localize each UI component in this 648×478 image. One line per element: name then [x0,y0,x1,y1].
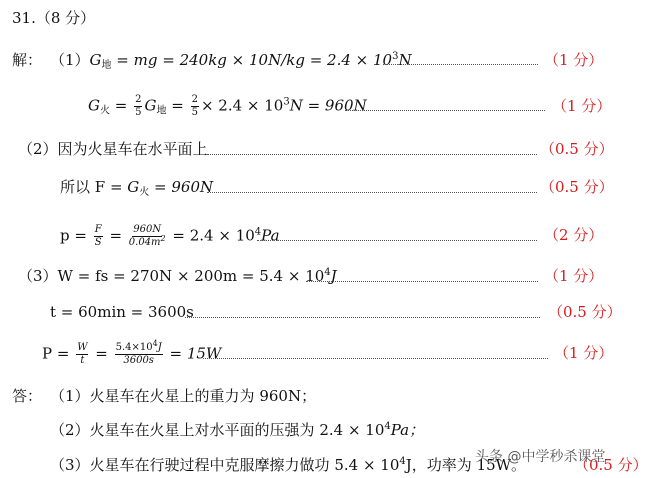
score-step-5: （2 分） [544,226,604,244]
score-step-7: （0.5 分） [548,303,622,321]
dotted-leader [345,110,545,111]
step-1-tag: （1） [50,51,90,69]
dotted-leader [203,358,548,359]
step-2: $G_火$ = $\frac{2}{5}$ $G_地$ = $\frac{2}{5}$ × $2.4 \times 10^3N = 960N$ [88,94,367,118]
dotted-leader [306,281,538,282]
score-step-8: （1 分） [554,344,614,362]
answer-2: （2）火星车在火星上对水平面的压强为 $2.4 \times 10^4Pa$； [50,421,425,439]
step-6: （3）W = fs = $270N \times 200m = 5.4 \times 10^4J$ [18,267,337,285]
answer-3: （3）火星车在行驶过程中克服摩擦力做功 $5.4 \times 10^4J$，功率为 15W。 [50,456,527,474]
fraction: $\frac{F}{S}$ [94,224,102,248]
step-1: $(1)G_地$ = mg = $240kg \times 10N/kg = 2.4 \times 10^3N$ [50,51,412,71]
score-step-6: （1 分） [544,267,604,285]
watermark: 头条 @中学秒杀课堂 [475,449,606,465]
answer-1: （1）火星车在火星上的重力为 960N； [50,387,317,405]
question-number: 31. [12,9,36,27]
score-step-2: （1 分） [552,97,612,115]
fraction: $\frac{960N}{0.04m^2}$ [128,224,166,248]
question-points: （8 分） [35,9,96,27]
dotted-leader [185,317,540,318]
score-answer: （0.5 分） [574,456,648,474]
score-step-4: （0.5 分） [540,178,614,196]
solution-label: 解： [12,51,43,69]
score-step-3: （0.5 分） [540,140,614,158]
fraction: $\frac{5.4\times 10^4J}{3600s}$ [115,339,162,366]
step-4: 所以 $F = G_火 = 960N$ [60,178,214,198]
dotted-leader [207,192,537,193]
question-header [12,8,95,28]
step-5: p = $\frac{F}{S}$ = $\frac{960N}{0.04m^2}$ = $2.4 \times 10^4Pa$ [60,224,280,248]
answer-label: 答： [12,387,43,405]
step-3: （2）因为火星车在水平面上 [18,140,208,158]
dotted-leader [383,64,538,65]
fraction: $\frac{2}{5}$ [191,94,198,118]
step-7: t = 60min = 3600s [50,303,194,321]
step-8: P = $\frac{W}{t}$ = $\frac{5.4\times 10^4J}{3600s}$ = 15W [42,339,222,366]
dotted-leader [207,154,537,155]
dotted-leader [257,240,537,241]
fraction: $\frac{2}{5}$ [135,94,142,118]
score-step-1: （1 分） [544,51,604,69]
fraction: $\frac{W}{t}$ [77,342,88,366]
